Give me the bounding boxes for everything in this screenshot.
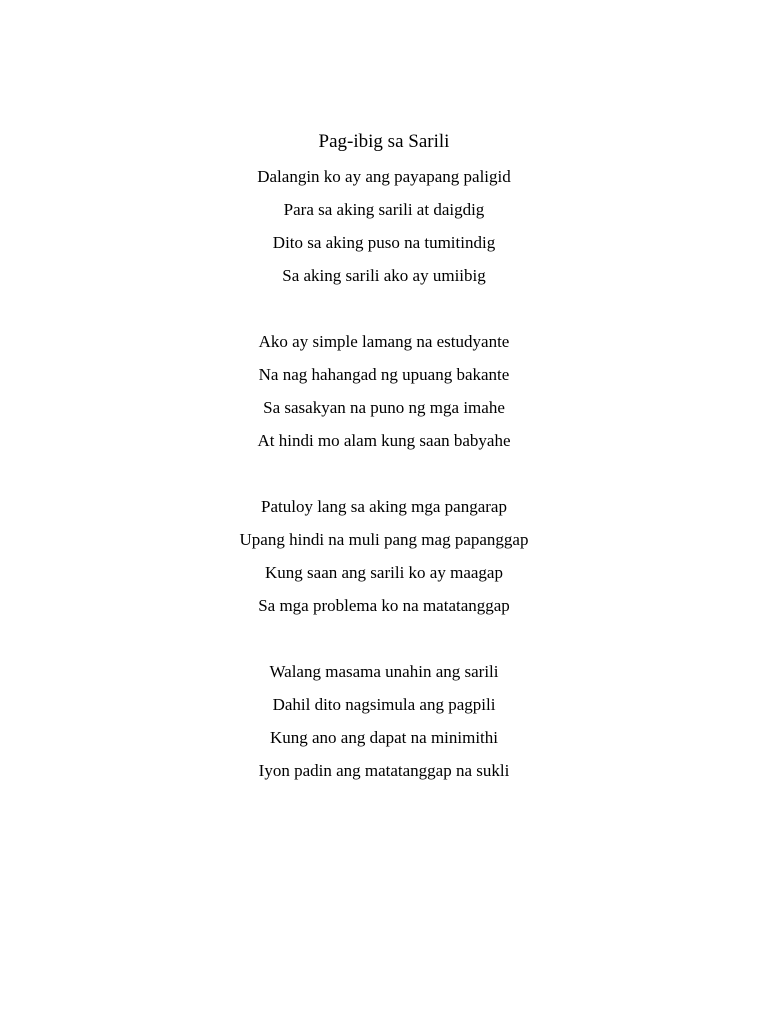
poem-title: Pag-ibig sa Sarili (318, 131, 450, 152)
poem-line: Iyon padin ang matatanggap na sukli (258, 761, 510, 780)
poem-line: Ako ay simple lamang na estudyante (258, 332, 510, 351)
poem-line: Kung saan ang sarili ko ay maagap (265, 563, 503, 582)
poem-line: Para sa aking sarili at daigdig (283, 200, 485, 219)
stanza-3 (0, 490, 768, 622)
poem-line: Dito sa aking puso na tumitindig (272, 233, 496, 252)
poem-line: Sa sasakyan na puno ng mga imahe (263, 398, 505, 417)
poem-line: At hindi mo alam kung saan babyahe (257, 431, 511, 450)
stanza-1 (0, 160, 768, 292)
stanza-2 (0, 325, 768, 457)
poem-line: Upang hindi na muli pang mag papanggap (239, 530, 529, 549)
poem-line: Na nag hahangad ng upuang bakante (258, 365, 510, 384)
poem-line: Dahil dito nagsimula ang pagpili (272, 695, 496, 714)
poem-line: Kung ano ang dapat na minimithi (269, 728, 499, 747)
poem-line: Sa mga problema ko na matatanggap (258, 596, 510, 615)
poem-line: Walang masama unahin ang sarili (269, 662, 499, 681)
poem-line: Sa aking sarili ako ay umiibig (282, 266, 486, 285)
poem-line: Dalangin ko ay ang payapang paligid (257, 167, 511, 186)
poem (0, 128, 768, 787)
poem-line: Patuloy lang sa aking mga pangarap (261, 497, 507, 516)
stanza-4 (0, 655, 768, 787)
